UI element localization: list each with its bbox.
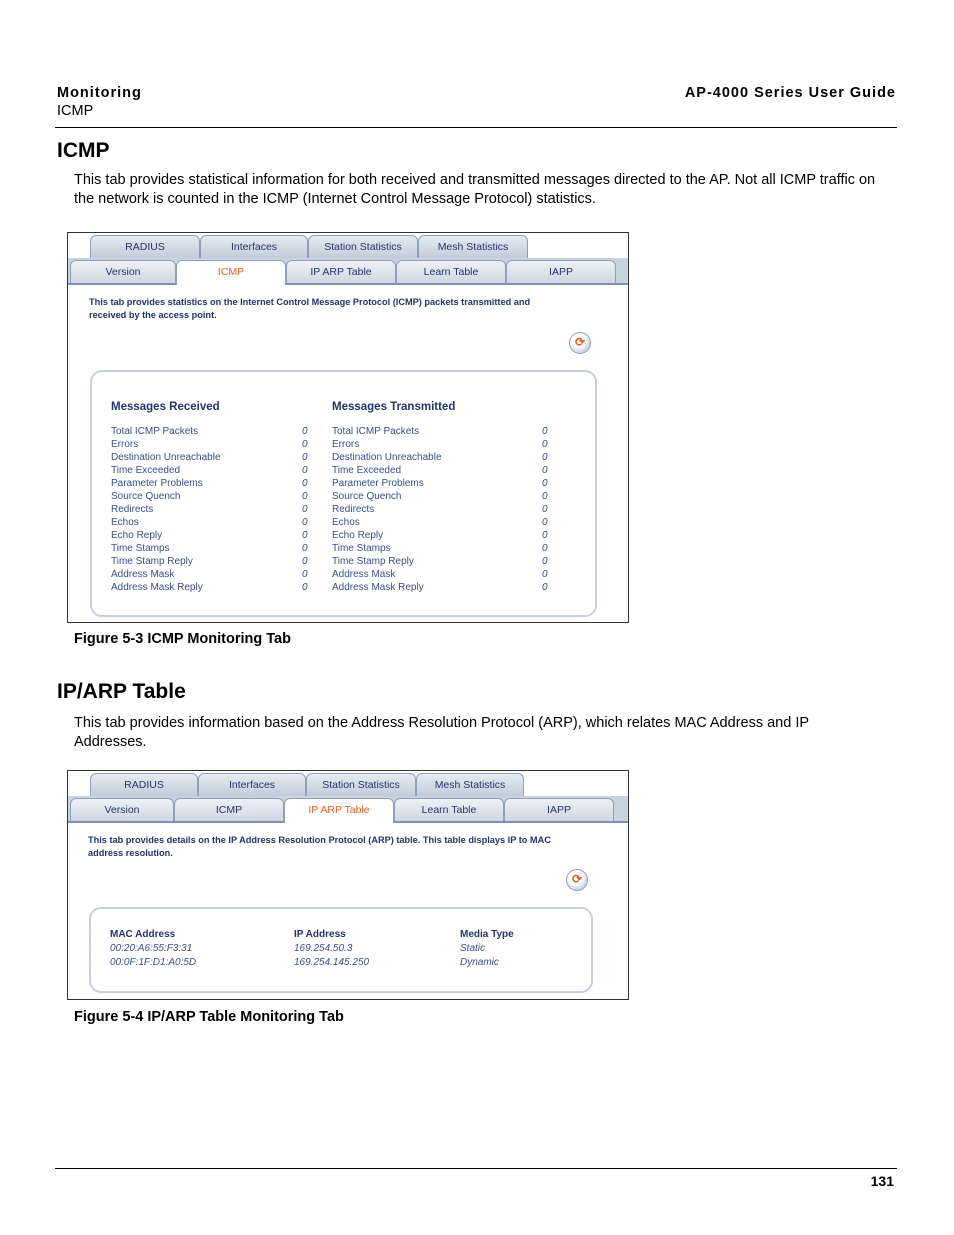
- tab-mesh-statistics[interactable]: Mesh Statistics: [418, 235, 528, 258]
- tab-row-bottom: [68, 796, 628, 823]
- transmitted-stat-value: 0: [542, 491, 548, 502]
- received-stat-label: Time Exceeded: [111, 465, 181, 476]
- received-stat-label: Echo Reply: [111, 530, 163, 541]
- icmp-screenshot: [67, 232, 629, 623]
- received-stat-value: 0: [302, 556, 308, 567]
- received-stat-label: Source Quench: [111, 491, 181, 502]
- tab-iapp[interactable]: IAPP: [504, 798, 614, 821]
- received-stat-label: Total ICMP Packets: [111, 426, 199, 437]
- arp-body: This tab provides information based on the Address Resolution Protocol (ARP), which relates MAC Address and IP Addresses.: [74, 715, 809, 750]
- messages-transmitted-title: Messages Transmitted: [332, 401, 456, 413]
- icmp-heading: ICMP: [57, 139, 110, 162]
- transmitted-stat-label: Source Quench: [332, 491, 402, 502]
- transmitted-stat-label: Destination Unreachable: [332, 452, 442, 463]
- tab-ip-arp-table[interactable]: IP ARP Table: [286, 260, 396, 283]
- guide-title: AP-4000 Series User Guide: [684, 85, 896, 101]
- received-stat-value: 0: [302, 530, 308, 541]
- transmitted-stat-label: Time Stamps: [332, 543, 391, 554]
- tab-row-top: [68, 771, 628, 796]
- received-stat-label: Echos: [111, 517, 139, 528]
- arp-cell-ip: 169.254.145.250: [294, 957, 370, 968]
- col-mac-address: MAC Address: [110, 929, 176, 940]
- footer-rule: [55, 1168, 897, 1169]
- header-rule: [55, 127, 897, 128]
- received-stat-value: 0: [302, 582, 308, 593]
- received-stat-label: Destination Unreachable: [111, 452, 221, 463]
- transmitted-stat-label: Echos: [332, 517, 360, 528]
- page-header-left: [57, 85, 142, 119]
- arp-intro: This tab provides details on the IP Address Resolution Protocol (ARP) table. This table displays IP to MAC address resolution.: [88, 835, 551, 858]
- tab-learn-table[interactable]: Learn Table: [396, 260, 506, 283]
- transmitted-stat-value: 0: [542, 452, 548, 463]
- transmitted-stat-label: Echo Reply: [332, 530, 384, 541]
- tab-row-top: [68, 233, 628, 258]
- transmitted-stat-label: Errors: [332, 439, 360, 450]
- received-stat-label: Address Mask: [111, 569, 175, 580]
- transmitted-stat-value: 0: [542, 517, 548, 528]
- section-name: Monitoring: [57, 85, 142, 101]
- tab-interfaces[interactable]: Interfaces: [198, 773, 306, 796]
- transmitted-stat-value: 0: [542, 582, 548, 593]
- transmitted-stat-value: 0: [542, 530, 548, 541]
- received-stat-value: 0: [302, 517, 308, 528]
- icmp-body: This tab provides statistical information for both received and transmitted messages directed to the AP. Not all ICMP traffic on the network is counted in the ICMP (Internet Control Message Protocol) statistics.: [74, 172, 876, 207]
- received-stat-label: Redirects: [111, 504, 154, 515]
- transmitted-stat-label: Parameter Problems: [332, 478, 424, 489]
- received-stat-value: 0: [302, 426, 308, 437]
- transmitted-stat-label: Time Exceeded: [332, 465, 402, 476]
- received-stat-label: Time Stamps: [111, 543, 170, 554]
- tab-interfaces[interactable]: Interfaces: [200, 235, 308, 258]
- transmitted-stat-label: Address Mask: [332, 569, 396, 580]
- received-stat-value: 0: [302, 465, 308, 476]
- arp-screenshot: [67, 770, 629, 1000]
- refresh-icon[interactable]: ⟳: [569, 332, 591, 354]
- arp-cell-mac: 00:0F:1F:D1:A0:5D: [110, 957, 197, 968]
- received-stat-label: Parameter Problems: [111, 478, 203, 489]
- transmitted-stat-label: Address Mask Reply: [332, 582, 424, 593]
- transmitted-stat-value: 0: [542, 478, 548, 489]
- tab-iapp[interactable]: IAPP: [506, 260, 616, 283]
- tab-version[interactable]: Version: [70, 798, 174, 821]
- page-number: 131: [870, 1173, 894, 1189]
- tab-icmp[interactable]: ICMP: [176, 260, 286, 285]
- messages-received-title: Messages Received: [111, 401, 220, 413]
- tab-mesh-statistics[interactable]: Mesh Statistics: [416, 773, 524, 796]
- arp-heading: IP/ARP Table: [57, 680, 186, 703]
- arp-cell-type: Dynamic: [460, 957, 499, 968]
- refresh-icon[interactable]: ⟳: [566, 869, 588, 891]
- transmitted-stat-value: 0: [542, 465, 548, 476]
- arp-figure-caption: Figure 5-4 IP/ARP Table Monitoring Tab: [74, 1009, 344, 1025]
- tab-station-statistics[interactable]: Station Statistics: [308, 235, 418, 258]
- received-stat-value: 0: [302, 569, 308, 580]
- transmitted-stat-value: 0: [542, 426, 548, 437]
- tab-version[interactable]: Version: [70, 260, 176, 283]
- tab-icmp[interactable]: ICMP: [174, 798, 284, 821]
- arp-cell-mac: 00:20:A6:55:F3:31: [110, 943, 193, 954]
- arp-cell-ip: 169.254.50.3: [294, 943, 353, 954]
- col-ip-address: IP Address: [294, 929, 346, 940]
- received-stat-value: 0: [302, 504, 308, 515]
- subsection-name: ICMP: [57, 103, 94, 119]
- received-stat-value: 0: [302, 491, 308, 502]
- received-stat-value: 0: [302, 543, 308, 554]
- arp-cell-type: Static: [460, 943, 486, 954]
- received-stat-value: 0: [302, 452, 308, 463]
- icmp-intro: This tab provides statistics on the Internet Control Message Protocol (ICMP) packets transmitted and received by the access point.: [89, 297, 531, 320]
- received-stat-value: 0: [302, 478, 308, 489]
- tab-station-statistics[interactable]: Station Statistics: [306, 773, 416, 796]
- received-stat-label: Errors: [111, 439, 139, 450]
- received-stat-label: Time Stamp Reply: [111, 556, 193, 567]
- transmitted-stat-label: Redirects: [332, 504, 375, 515]
- received-stat-label: Address Mask Reply: [111, 582, 203, 593]
- transmitted-stat-value: 0: [542, 543, 548, 554]
- received-stat-value: 0: [302, 439, 308, 450]
- transmitted-stat-label: Total ICMP Packets: [332, 426, 420, 437]
- col-media-type: Media Type: [460, 929, 514, 940]
- transmitted-stat-value: 0: [542, 569, 548, 580]
- tab-radius[interactable]: RADIUS: [90, 235, 200, 258]
- transmitted-stat-value: 0: [542, 439, 548, 450]
- transmitted-stat-value: 0: [542, 556, 548, 567]
- icmp-figure-caption: Figure 5-3 ICMP Monitoring Tab: [74, 631, 291, 647]
- tab-row-bottom: [68, 258, 628, 285]
- tab-learn-table[interactable]: Learn Table: [394, 798, 504, 821]
- tab-radius[interactable]: RADIUS: [90, 773, 198, 796]
- transmitted-stat-label: Time Stamp Reply: [332, 556, 414, 567]
- tab-ip-arp-table[interactable]: IP ARP Table: [284, 798, 394, 823]
- transmitted-stat-value: 0: [542, 504, 548, 515]
